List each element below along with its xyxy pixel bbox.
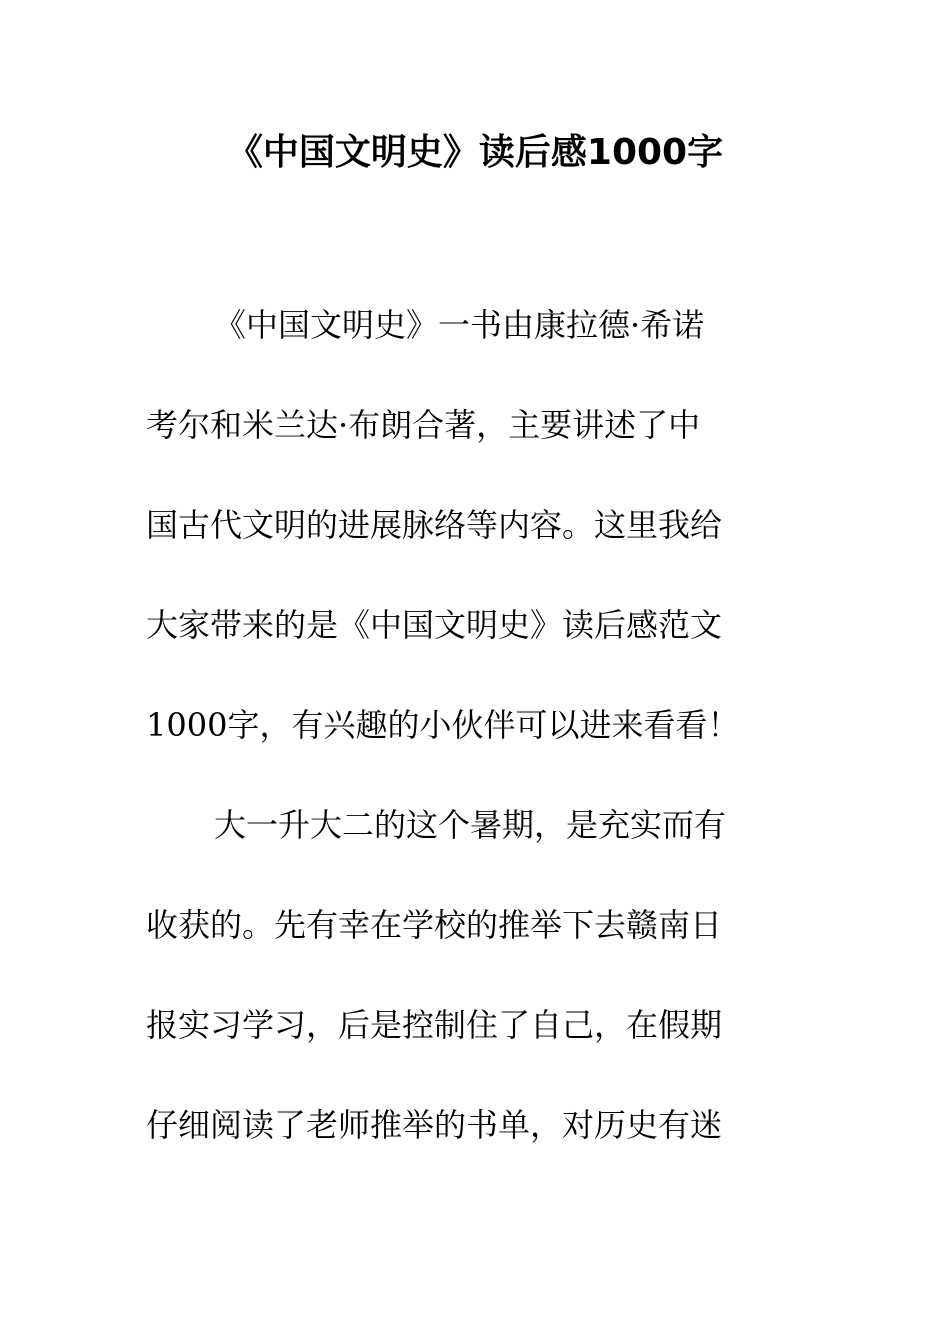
paragraph-line: 收获的。先有幸在学校的推举下去赣南日 — [146, 906, 723, 944]
paragraph-line: 大家带来的是《中国文明史》读后感范文 — [146, 606, 723, 644]
paragraph-line: 国古代文明的进展脉络等内容。这里我给 — [146, 506, 723, 544]
paragraph-line: 《中国文明史》一书由康拉德·希诺 — [214, 306, 705, 344]
paragraph-line: 仔细阅读了老师推举的书单，对历史有迷 — [146, 1106, 723, 1144]
document-title: 《中国文明史》读后感1000字 — [226, 132, 724, 173]
paragraph-line: 1000字，有兴趣的小伙伴可以进来看看！ — [146, 706, 740, 744]
paragraph-line: 报实习学习，后是控制住了自己，在假期 — [146, 1006, 723, 1044]
paragraph-line: 大一升大二的这个暑期，是充实而有 — [214, 806, 727, 844]
paragraph-line: 考尔和米兰达·布朗合著，主要讲述了中 — [146, 406, 701, 444]
